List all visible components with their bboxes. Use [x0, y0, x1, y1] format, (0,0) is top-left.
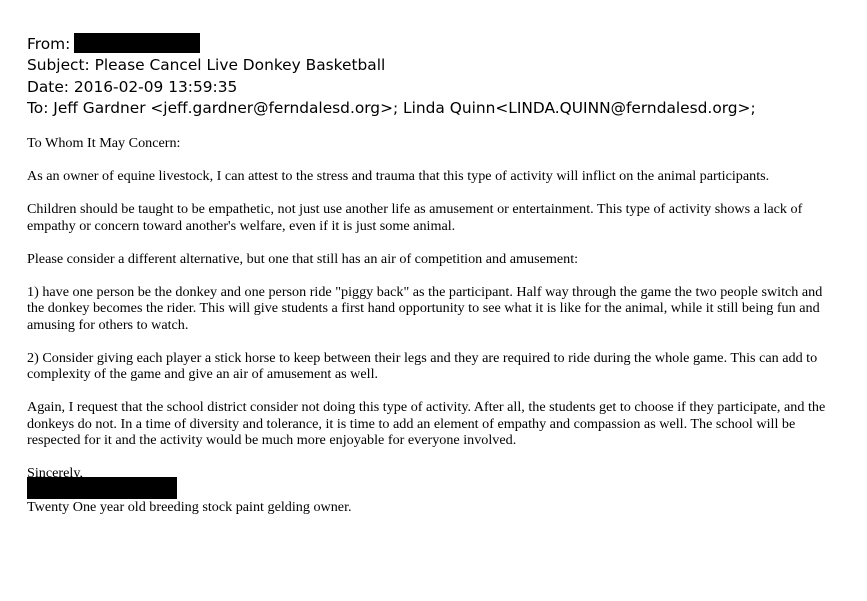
paragraph-3: Please consider a different alternative, but one that still has an air of competition and amusement: — [27, 250, 579, 267]
signature-note: Twenty One year old breeding stock paint gelding owner. — [27, 498, 352, 515]
from-line — [27, 34, 857, 55]
email-body — [27, 135, 842, 515]
paragraph-5: 2) Consider giving each player a stick horse to keep between their legs and they are required to ride during the whole game. This can add to complexity of the game and give an air of amusement as well. — [27, 349, 818, 382]
subject-line: Subject: Please Cancel Live Donkey Basketball — [27, 56, 386, 75]
paragraph-4: 1) have one person be the donkey and one person ride "piggy back" as the participant. Half way through the game the two people switch and the donkey becomes the rider. This will give students a first hand opportunity to see what it is like for the animal, while it still being fun and amusing for others to watch. — [27, 283, 823, 333]
greeting: To Whom It May Concern: — [27, 135, 181, 151]
email-header — [27, 34, 857, 119]
closing: Sincerely, — [27, 465, 84, 481]
from-label: From: — [27, 35, 71, 53]
paragraph-6: Again, I request that the school district consider not doing this type of activity. After all, the students get to choose if they participate, and the donkeys do not. In a time of diversity and tolerance, it is time to add an element of empathy and compassion as well. The school will be respected for it and the activity would be much more enjoyable for everyone involved. — [27, 399, 826, 448]
closing-block — [27, 465, 842, 515]
redacted-sender-name — [74, 33, 200, 53]
paragraph-1: As an owner of equine livestock, I can attest to the stress and trauma that this type of activity will inflict on the animal participants. — [27, 168, 770, 184]
date-line: Date: 2016-02-09 13:59:35 — [27, 77, 238, 96]
to-line: To: Jeff Gardner <jeff.gardner@ferndalesd.org>; Linda Quinn<LINDA.QUINN@ferndalesd.org>; — [27, 98, 756, 117]
paragraph-2: Children should be taught to be empathetic, not just use another life as amusement or entertainment. This type of activity shows a lack of empathy or concern toward another's welfare, even if it is just some animal. — [27, 201, 803, 234]
